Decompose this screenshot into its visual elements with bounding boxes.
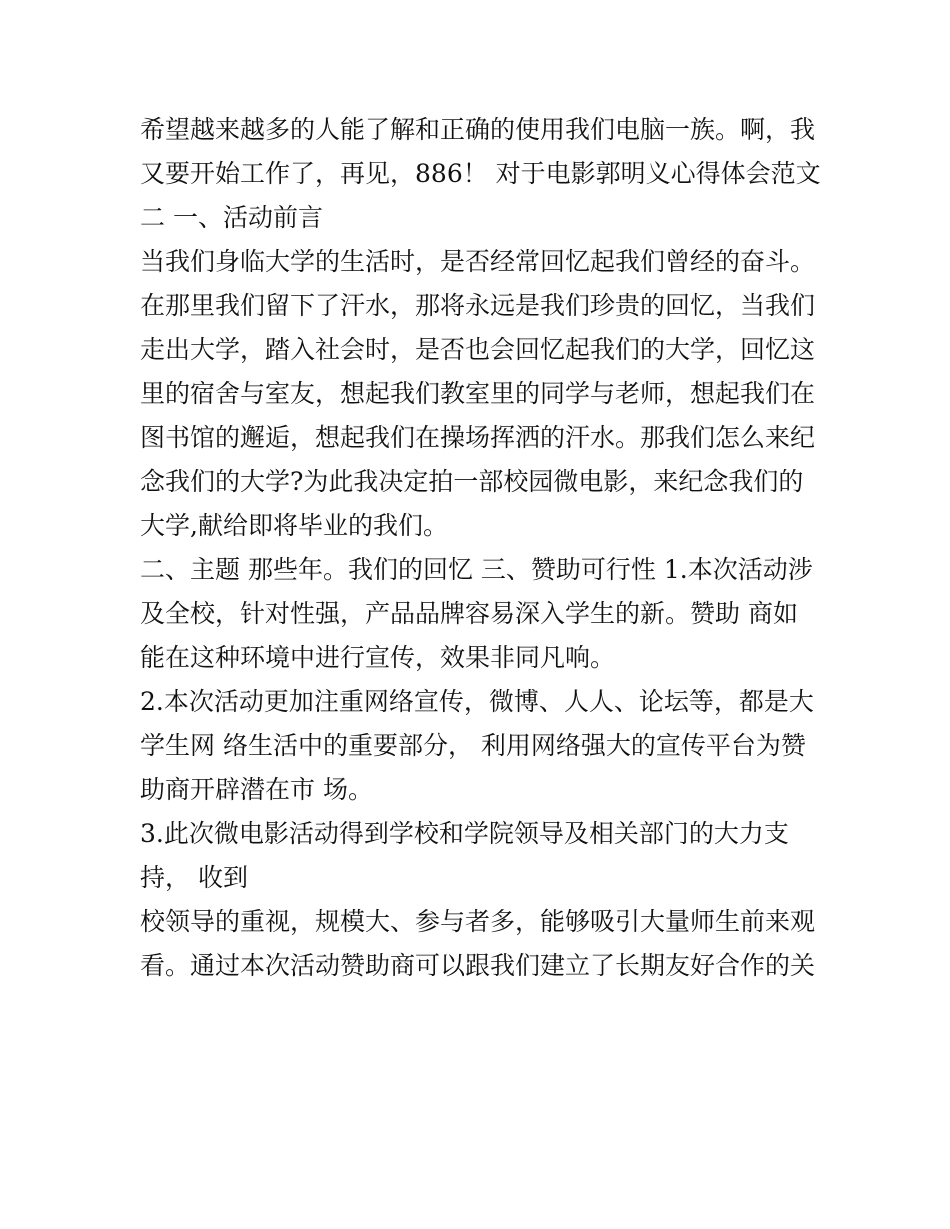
text-line: 走出大学，踏入社会时，是否也会回忆起我们的大学，回忆这 xyxy=(140,335,816,364)
text-line: 当我们身临大学的生活时，是否经常回忆起我们曾经的奋斗。 xyxy=(140,247,816,276)
text-line: 2.本次活动更加注重网络宣传，微博、人人、论坛等，都是大 xyxy=(140,687,814,716)
text-line: 3.此次微电影活动得到学校和学院领导及相关部门的大力支 xyxy=(140,819,789,848)
text-line: 助商开辟潜在市 场。 xyxy=(140,775,373,804)
text-line: 里的宿舍与室友，想起我们教室里的同学与老师，想起我们在 xyxy=(140,379,816,408)
document-body xyxy=(140,108,820,988)
text-line: 图书馆的邂逅，想起我们在操场挥洒的汗水。那我们怎么来纪 xyxy=(140,423,816,452)
text-line: 大学,献给即将毕业的我们。 xyxy=(140,511,448,540)
text-line: 能在这种环境中进行宣传，效果非同凡响。 xyxy=(140,643,616,672)
text-line: 学生网 络生活中的重要部分， 利用网络强大的宣传平台为赞 xyxy=(140,731,806,760)
text-line: 持， 收到 xyxy=(140,863,248,892)
text-line: 念我们的大学?为此我决定拍一部校园微电影，来纪念我们的 xyxy=(140,467,804,496)
text-line: 及全校，针对性强，产品品牌容易深入学生的新。赞助 商如 xyxy=(140,599,798,628)
text-line: 希望越来越多的人能了解和正确的使用我们电脑一族。啊，我 xyxy=(140,115,816,144)
text-line: 二 一、活动前言 xyxy=(140,203,323,232)
text-line: 又要开始工作了，再见，886！ 对于电影郭明义心得体会范文 xyxy=(140,159,821,188)
text-line: 在那里我们留下了汗水，那将永远是我们珍贵的回忆，当我们 xyxy=(140,291,816,320)
text-line: 二、主题 那些年。我们的回忆 三、赞助可行性 1.本次活动涉 xyxy=(140,555,813,584)
text-line: 看。通过本次活动赞助商可以跟我们建立了长期友好合作的关 xyxy=(140,951,816,980)
text-line: 校领导的重视，规模大、参与者多，能够吸引大量师生前来观 xyxy=(140,907,816,936)
